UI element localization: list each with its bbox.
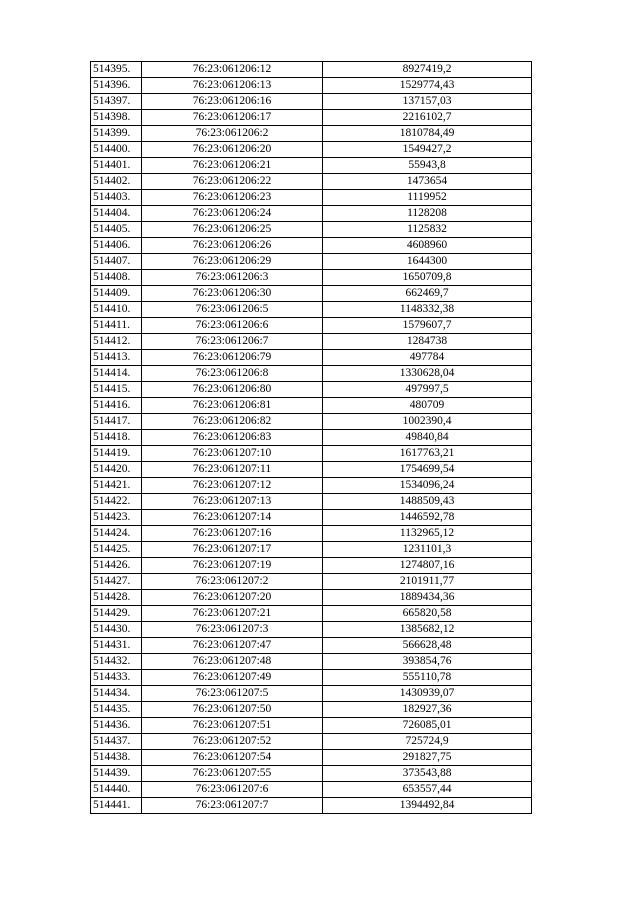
cadastral-number-cell: 76:23:061206:25 xyxy=(142,222,323,238)
cadastral-value-table xyxy=(90,61,532,814)
cadastral-number-cell: 76:23:061207:48 xyxy=(142,654,323,670)
table-row xyxy=(91,718,532,734)
cadastral-value-cell: 1125832 xyxy=(323,222,532,238)
row-number-cell: 514400. xyxy=(91,142,142,158)
table-row xyxy=(91,382,532,398)
table-row xyxy=(91,670,532,686)
cadastral-number-cell: 76:23:061207:50 xyxy=(142,702,323,718)
table-row xyxy=(91,350,532,366)
cadastral-number-cell: 76:23:061207:5 xyxy=(142,686,323,702)
cadastral-value-cell: 49840,84 xyxy=(323,430,532,446)
cadastral-number-cell: 76:23:061206:16 xyxy=(142,94,323,110)
row-number-cell: 514432. xyxy=(91,654,142,670)
cadastral-number-cell: 76:23:061206:22 xyxy=(142,174,323,190)
row-number-cell: 514438. xyxy=(91,750,142,766)
row-number-cell: 514409. xyxy=(91,286,142,302)
table-row xyxy=(91,174,532,190)
cadastral-number-cell: 76:23:061206:17 xyxy=(142,110,323,126)
table-row xyxy=(91,590,532,606)
cadastral-value-cell: 1473654 xyxy=(323,174,532,190)
cadastral-number-cell: 76:23:061206:3 xyxy=(142,270,323,286)
cadastral-number-cell: 76:23:061207:51 xyxy=(142,718,323,734)
cadastral-number-cell: 76:23:061206:80 xyxy=(142,382,323,398)
row-number-cell: 514408. xyxy=(91,270,142,286)
cadastral-number-cell: 76:23:061207:16 xyxy=(142,526,323,542)
cadastral-value-cell: 1128208 xyxy=(323,206,532,222)
cadastral-value-cell: 1274807,16 xyxy=(323,558,532,574)
table-row xyxy=(91,110,532,126)
cadastral-value-cell: 8927419,2 xyxy=(323,62,532,78)
table-row xyxy=(91,158,532,174)
cadastral-number-cell: 76:23:061207:52 xyxy=(142,734,323,750)
cadastral-value-cell: 1430939,07 xyxy=(323,686,532,702)
cadastral-number-cell: 76:23:061207:3 xyxy=(142,622,323,638)
table-row xyxy=(91,254,532,270)
table-row xyxy=(91,750,532,766)
table-row xyxy=(91,398,532,414)
cadastral-number-cell: 76:23:061207:55 xyxy=(142,766,323,782)
table-row xyxy=(91,142,532,158)
cadastral-number-cell: 76:23:061206:26 xyxy=(142,238,323,254)
cadastral-value-cell: 653557,44 xyxy=(323,782,532,798)
table-row xyxy=(91,270,532,286)
row-number-cell: 514404. xyxy=(91,206,142,222)
cadastral-number-cell: 76:23:061206:24 xyxy=(142,206,323,222)
cadastral-value-cell: 1534096,24 xyxy=(323,478,532,494)
row-number-cell: 514422. xyxy=(91,494,142,510)
cadastral-value-cell: 1002390,4 xyxy=(323,414,532,430)
cadastral-number-cell: 76:23:061207:11 xyxy=(142,462,323,478)
cadastral-number-cell: 76:23:061207:13 xyxy=(142,494,323,510)
cadastral-value-cell: 726085,01 xyxy=(323,718,532,734)
cadastral-number-cell: 76:23:061206:83 xyxy=(142,430,323,446)
cadastral-value-cell: 1579607,7 xyxy=(323,318,532,334)
row-number-cell: 514419. xyxy=(91,446,142,462)
row-number-cell: 514425. xyxy=(91,542,142,558)
cadastral-number-cell: 76:23:061206:7 xyxy=(142,334,323,350)
table-row xyxy=(91,302,532,318)
row-number-cell: 514406. xyxy=(91,238,142,254)
cadastral-value-cell: 393854,76 xyxy=(323,654,532,670)
table-row xyxy=(91,238,532,254)
cadastral-value-cell: 1385682,12 xyxy=(323,622,532,638)
cadastral-number-cell: 76:23:061206:30 xyxy=(142,286,323,302)
cadastral-value-cell: 662469,7 xyxy=(323,286,532,302)
row-number-cell: 514437. xyxy=(91,734,142,750)
cadastral-value-cell: 1394492,84 xyxy=(323,798,532,814)
row-number-cell: 514407. xyxy=(91,254,142,270)
cadastral-value-cell: 1529774,43 xyxy=(323,78,532,94)
row-number-cell: 514441. xyxy=(91,798,142,814)
row-number-cell: 514428. xyxy=(91,590,142,606)
row-number-cell: 514439. xyxy=(91,766,142,782)
cadastral-value-cell: 725724,9 xyxy=(323,734,532,750)
row-number-cell: 514429. xyxy=(91,606,142,622)
row-number-cell: 514403. xyxy=(91,190,142,206)
cadastral-value-cell: 1132965,12 xyxy=(323,526,532,542)
cadastral-value-cell: 291827,75 xyxy=(323,750,532,766)
row-number-cell: 514427. xyxy=(91,574,142,590)
table-row xyxy=(91,62,532,78)
row-number-cell: 514431. xyxy=(91,638,142,654)
cadastral-value-cell: 2216102,7 xyxy=(323,110,532,126)
cadastral-number-cell: 76:23:061206:82 xyxy=(142,414,323,430)
cadastral-value-cell: 1617763,21 xyxy=(323,446,532,462)
cadastral-number-cell: 76:23:061206:13 xyxy=(142,78,323,94)
cadastral-value-cell: 1119952 xyxy=(323,190,532,206)
cadastral-value-cell: 566628,48 xyxy=(323,638,532,654)
cadastral-value-cell: 1754699,54 xyxy=(323,462,532,478)
table-row xyxy=(91,126,532,142)
table-row xyxy=(91,334,532,350)
table-row xyxy=(91,526,532,542)
row-number-cell: 514433. xyxy=(91,670,142,686)
row-number-cell: 514399. xyxy=(91,126,142,142)
table-row xyxy=(91,558,532,574)
table-body xyxy=(91,62,532,814)
cadastral-number-cell: 76:23:061207:21 xyxy=(142,606,323,622)
row-number-cell: 514424. xyxy=(91,526,142,542)
cadastral-value-cell: 1488509,43 xyxy=(323,494,532,510)
cadastral-number-cell: 76:23:061206:8 xyxy=(142,366,323,382)
table-row xyxy=(91,542,532,558)
table-row xyxy=(91,766,532,782)
cadastral-number-cell: 76:23:061207:54 xyxy=(142,750,323,766)
table-row xyxy=(91,222,532,238)
cadastral-value-cell: 1231101,3 xyxy=(323,542,532,558)
cadastral-value-cell: 1889434,36 xyxy=(323,590,532,606)
table-row xyxy=(91,734,532,750)
cadastral-number-cell: 76:23:061206:6 xyxy=(142,318,323,334)
cadastral-number-cell: 76:23:061207:19 xyxy=(142,558,323,574)
cadastral-value-cell: 182927,36 xyxy=(323,702,532,718)
row-number-cell: 514413. xyxy=(91,350,142,366)
table-row xyxy=(91,286,532,302)
cadastral-number-cell: 76:23:061207:10 xyxy=(142,446,323,462)
table-row xyxy=(91,366,532,382)
cadastral-number-cell: 76:23:061206:12 xyxy=(142,62,323,78)
cadastral-value-cell: 1148332,38 xyxy=(323,302,532,318)
cadastral-value-cell: 4608960 xyxy=(323,238,532,254)
row-number-cell: 514416. xyxy=(91,398,142,414)
row-number-cell: 514401. xyxy=(91,158,142,174)
cadastral-number-cell: 76:23:061206:23 xyxy=(142,190,323,206)
row-number-cell: 514405. xyxy=(91,222,142,238)
cadastral-value-cell: 2101911,77 xyxy=(323,574,532,590)
cadastral-number-cell: 76:23:061206:79 xyxy=(142,350,323,366)
table-row xyxy=(91,622,532,638)
cadastral-value-cell: 480709 xyxy=(323,398,532,414)
table-row xyxy=(91,206,532,222)
table-row xyxy=(91,510,532,526)
cadastral-value-cell: 555110,78 xyxy=(323,670,532,686)
cadastral-number-cell: 76:23:061207:14 xyxy=(142,510,323,526)
table-row xyxy=(91,638,532,654)
row-number-cell: 514421. xyxy=(91,478,142,494)
table-row xyxy=(91,654,532,670)
table-row xyxy=(91,478,532,494)
row-number-cell: 514418. xyxy=(91,430,142,446)
row-number-cell: 514398. xyxy=(91,110,142,126)
row-number-cell: 514423. xyxy=(91,510,142,526)
cadastral-value-cell: 665820,58 xyxy=(323,606,532,622)
table-row xyxy=(91,446,532,462)
cadastral-value-cell: 55943,8 xyxy=(323,158,532,174)
table-row xyxy=(91,414,532,430)
cadastral-number-cell: 76:23:061207:2 xyxy=(142,574,323,590)
cadastral-value-cell: 1446592,78 xyxy=(323,510,532,526)
table-row xyxy=(91,462,532,478)
table-row xyxy=(91,798,532,814)
cadastral-number-cell: 76:23:061207:12 xyxy=(142,478,323,494)
cadastral-value-cell: 1330628,04 xyxy=(323,366,532,382)
cadastral-number-cell: 76:23:061206:2 xyxy=(142,126,323,142)
row-number-cell: 514397. xyxy=(91,94,142,110)
cadastral-number-cell: 76:23:061206:5 xyxy=(142,302,323,318)
row-number-cell: 514417. xyxy=(91,414,142,430)
cadastral-number-cell: 76:23:061206:29 xyxy=(142,254,323,270)
row-number-cell: 514396. xyxy=(91,78,142,94)
row-number-cell: 514426. xyxy=(91,558,142,574)
row-number-cell: 514434. xyxy=(91,686,142,702)
cadastral-number-cell: 76:23:061206:20 xyxy=(142,142,323,158)
cadastral-value-cell: 373543,88 xyxy=(323,766,532,782)
cadastral-value-cell: 1284738 xyxy=(323,334,532,350)
cadastral-number-cell: 76:23:061207:49 xyxy=(142,670,323,686)
row-number-cell: 514420. xyxy=(91,462,142,478)
table-row xyxy=(91,318,532,334)
row-number-cell: 514410. xyxy=(91,302,142,318)
cadastral-number-cell: 76:23:061207:47 xyxy=(142,638,323,654)
row-number-cell: 514415. xyxy=(91,382,142,398)
cadastral-number-cell: 76:23:061207:17 xyxy=(142,542,323,558)
cadastral-value-cell: 497997,5 xyxy=(323,382,532,398)
table-row xyxy=(91,190,532,206)
row-number-cell: 514430. xyxy=(91,622,142,638)
row-number-cell: 514411. xyxy=(91,318,142,334)
table-row xyxy=(91,702,532,718)
cadastral-value-cell: 497784 xyxy=(323,350,532,366)
cadastral-value-cell: 137157,03 xyxy=(323,94,532,110)
cadastral-value-cell: 1644300 xyxy=(323,254,532,270)
table-row xyxy=(91,78,532,94)
cadastral-number-cell: 76:23:061207:6 xyxy=(142,782,323,798)
cadastral-number-cell: 76:23:061207:7 xyxy=(142,798,323,814)
cadastral-value-cell: 1650709,8 xyxy=(323,270,532,286)
row-number-cell: 514412. xyxy=(91,334,142,350)
table-row xyxy=(91,686,532,702)
cadastral-number-cell: 76:23:061207:20 xyxy=(142,590,323,606)
table-row xyxy=(91,494,532,510)
table-row xyxy=(91,430,532,446)
cadastral-value-cell: 1810784,49 xyxy=(323,126,532,142)
row-number-cell: 514402. xyxy=(91,174,142,190)
row-number-cell: 514395. xyxy=(91,62,142,78)
table-row xyxy=(91,782,532,798)
table-row xyxy=(91,94,532,110)
cadastral-number-cell: 76:23:061206:81 xyxy=(142,398,323,414)
row-number-cell: 514440. xyxy=(91,782,142,798)
row-number-cell: 514436. xyxy=(91,718,142,734)
row-number-cell: 514435. xyxy=(91,702,142,718)
row-number-cell: 514414. xyxy=(91,366,142,382)
cadastral-number-cell: 76:23:061206:21 xyxy=(142,158,323,174)
table-row xyxy=(91,606,532,622)
table-row xyxy=(91,574,532,590)
cadastral-value-cell: 1549427,2 xyxy=(323,142,532,158)
